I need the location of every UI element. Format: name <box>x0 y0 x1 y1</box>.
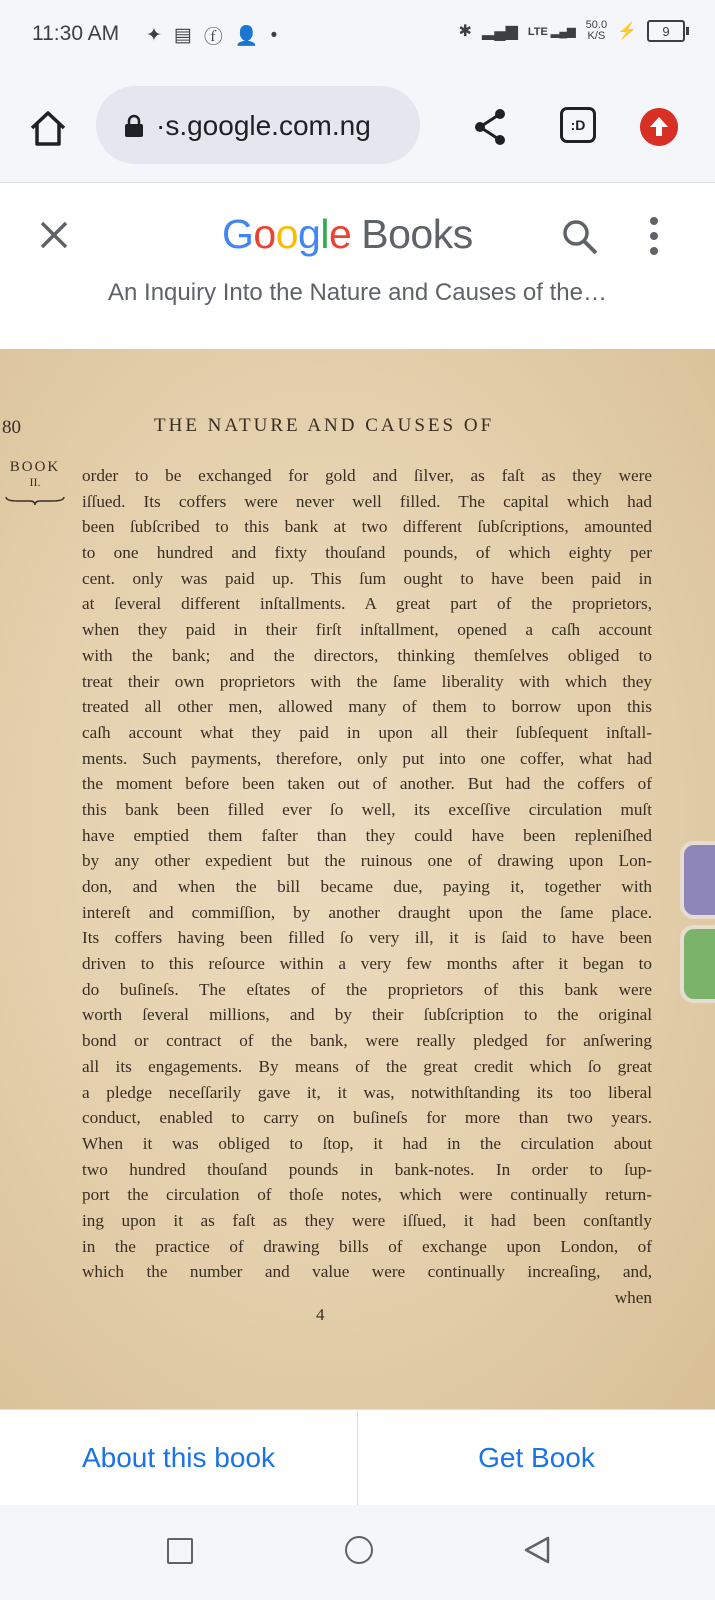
notification-icons <box>146 22 277 49</box>
about-book-button[interactable]: About this book <box>81 1442 276 1473</box>
url-text: ·s.google.com.ng <box>156 110 371 141</box>
text-line: with the bank; and the directors, thinking themſelves obliged to <box>82 645 652 665</box>
battery-level: 9 <box>662 23 670 39</box>
text-line: treated all other men, allowed many of them to borrow upon this <box>82 697 652 717</box>
net-speed <box>586 20 607 42</box>
update-icon[interactable] <box>640 108 678 146</box>
system-icons <box>459 20 685 42</box>
text-line: have emptied them faſter than they could have been repleniſhed <box>82 825 652 845</box>
text-line: by any other expedient but the ruinous one of drawing upon Lon- <box>82 851 652 871</box>
signature-mark: 4 <box>316 1305 325 1324</box>
page-number: 80 <box>2 417 21 438</box>
text-line: in the practice of drawing bills of exchange upon London, of <box>82 1236 652 1256</box>
back-icon[interactable] <box>522 1535 552 1565</box>
text-line: two hundred thouſand pounds in bank-notes. In order to ſup- <box>82 1159 652 1179</box>
text-line: iſſued. Its coffers were never well filled. The capital which had <box>82 491 652 511</box>
browser-toolbar <box>0 72 715 183</box>
text-line: When it was obliged to ſtop, it had in the circulation about <box>82 1133 652 1153</box>
google-books-header <box>0 183 715 349</box>
text-line: driven to this reſource within a very few months after it began to <box>82 954 652 974</box>
lock-icon <box>124 114 144 138</box>
page-body-text <box>82 463 652 1311</box>
address-bar[interactable] <box>96 86 420 164</box>
text-line: order to be exchanged for gold and ſilver, as faſt as they were <box>82 466 652 485</box>
books-wordmark: Books <box>361 211 473 257</box>
battery-icon <box>647 20 685 42</box>
text-line: treat their own proprietors with the ſame liberality with which they <box>82 671 652 691</box>
book-title: An Inquiry Into the Nature and Causes of the… <box>108 279 607 306</box>
text-line: been ſubſcribed to this bank at two different ſubſcriptions, amounted <box>82 517 652 537</box>
navigation-bar <box>0 1505 715 1600</box>
text-line: when they paid in their firſt inſtallment, opened a caſh account <box>82 620 652 640</box>
book-page-scan[interactable] <box>0 349 715 1409</box>
search-icon[interactable] <box>560 217 600 257</box>
status-time: 11:30 AM <box>32 22 120 45</box>
bracket-ornament <box>4 495 66 505</box>
book-marginal-label: BOOK II. <box>9 459 61 489</box>
text-line: port the circulation of thoſe notes, which were continually return- <box>82 1185 652 1205</box>
text-line: conduct, enabled to carry on buſineſs for more than two years. <box>82 1108 652 1128</box>
running-head: THE NATURE AND CAUSES OF <box>154 415 495 436</box>
text-line: at ſeveral different inſtallments. A great part of the proprietors, <box>82 594 652 614</box>
text-line: a pledge neceſſarily gave it, it was, notwithſtanding its too liberal <box>82 1082 652 1102</box>
network-label: LTE <box>527 25 548 38</box>
text-line: worth ſeveral millions, and by their ſubſcription to the original <box>82 1005 652 1025</box>
book-actions <box>0 1409 715 1506</box>
catchword: when <box>614 1288 652 1307</box>
text-line: this bank been filled ever ſo well, its exceſſive circulation muſt <box>82 799 652 819</box>
contact-notification-icon: 👤 <box>234 25 259 47</box>
close-icon[interactable] <box>36 217 72 253</box>
text-line: the moment before been taken out of another. But had the coffers of <box>82 774 652 794</box>
tab-switcher-icon[interactable]: :D <box>560 107 596 143</box>
recent-apps-icon[interactable] <box>167 1538 193 1564</box>
home-nav-icon[interactable] <box>345 1536 373 1564</box>
text-line: do buſineſs. The eſtates of the proprietors of this bank were <box>82 979 652 999</box>
more-options-icon[interactable] <box>648 215 660 257</box>
text-line: intereſt and commiſſion, by another draught upon the ſame place. <box>82 902 652 922</box>
more-notifications-dot-icon: • <box>270 24 278 46</box>
text-line: ments. Such payments, therefore, only put into one coffer, what had <box>82 748 652 768</box>
text-line: all its engagements. By means of the great credit which ſo great <box>82 1056 652 1076</box>
net-speed-value: 50.0 <box>585 19 608 31</box>
app-notification-icon: ✦ <box>146 25 162 46</box>
facebook-notification-icon: ⓕ <box>203 27 223 48</box>
charging-icon: ⚡ <box>617 23 637 40</box>
text-line: bond or contract of the bank, were really pledged for anſwering <box>82 1031 652 1051</box>
status-bar <box>0 0 715 72</box>
text-line: ing upon it as faſt as they were iſſued, it had been conſtantly <box>82 1210 652 1230</box>
floating-widget-green[interactable] <box>680 925 715 1003</box>
text-line: to one hundred and fixty thouſand pounds, of which eighty per <box>82 543 652 563</box>
text-line: which the number and value were continually increaſing, and, <box>82 1262 652 1282</box>
text-line: caſh account what they paid in upon all their ſubſequent inſtall- <box>82 722 652 742</box>
net-speed-unit: K/S <box>587 30 606 42</box>
lte-signal-icon: LTE ▂▄▆ <box>527 25 576 38</box>
share-icon[interactable] <box>470 106 512 148</box>
google-books-logo: Google Books <box>222 211 473 257</box>
bluetooth-icon: ✱ <box>458 23 472 40</box>
get-book-button[interactable]: Get Book <box>478 1442 595 1473</box>
home-icon[interactable] <box>26 106 70 150</box>
floating-widget-purple[interactable] <box>680 841 715 919</box>
text-line: Its coffers having been filled ſo very ill, it is ſaid to have been <box>82 928 652 948</box>
text-line: cent. only was paid up. This ſum ought to have been paid in <box>82 568 652 588</box>
text-line: don, and when the bill became due, paying it, together with <box>82 877 652 896</box>
news-notification-icon: ▤ <box>173 25 192 46</box>
signal-icon: ▂▄▆ <box>481 23 518 40</box>
